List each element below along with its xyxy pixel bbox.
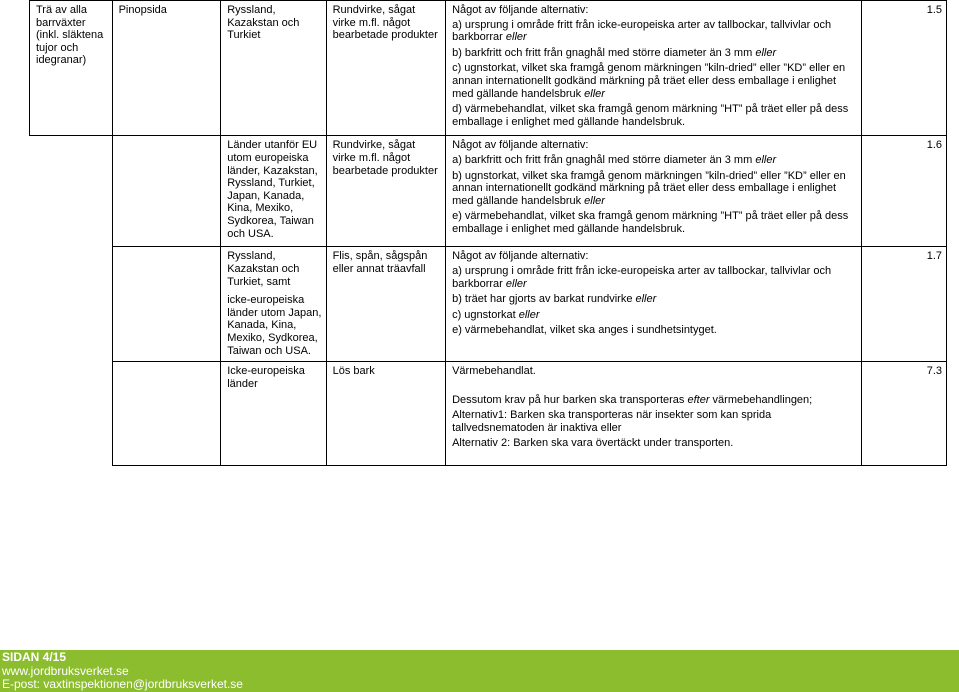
origin-cell: Ryssland, Kazakstan och Turkiet, samt icke-europeiska länder utom Japan, Kanada, Kina, Mexiko, Sydkorea, Taiwan och USA. bbox=[221, 247, 326, 362]
req-item: c) ugnstorkat eller bbox=[452, 308, 540, 321]
reference-cell: 1.7 bbox=[862, 247, 947, 362]
origin-cell: Länder utanför EU utom europeiska länder, Kazakstan, Ryssland, Turkiet, Japan, Kanada, Kina, Mexiko, Sydkorea, Taiwan och USA. bbox=[221, 136, 326, 247]
pest-cell bbox=[112, 247, 221, 362]
req-heading: Något av följande alternativ: bbox=[452, 139, 589, 152]
reference-cell: 1.6 bbox=[862, 136, 947, 247]
transport-note: Dessutom krav på hur barken ska transporteras efter värmebehandlingen; bbox=[452, 393, 813, 406]
req-item: e) värmebehandlat, vilket ska framgå genom märkning ”HT” på träet eller på dess emballage i enlighet med gällande handelsbruk. bbox=[452, 210, 849, 235]
plant-cell: Trä av alla barrväxter (inkl. släktena tujor och idegranar) bbox=[30, 1, 113, 136]
pest-cell bbox=[112, 362, 221, 466]
req-item: b) barkfritt och fritt från gnaghål med större diameter än 3 mm eller bbox=[452, 46, 777, 59]
requirements-cell bbox=[446, 247, 862, 362]
req-heading: Värmebehandlat. bbox=[452, 365, 536, 378]
product-cell: Rundvirke, sågat virke m.fl. något bearbetade produkter bbox=[326, 1, 446, 136]
origin-cell: Icke-europeiska länder bbox=[221, 362, 326, 466]
reference-cell: 1.5 bbox=[862, 1, 947, 136]
req-item: e) värmebehandlat, vilket ska anges i sundhetsintyget. bbox=[452, 324, 717, 337]
req-item: d) värmebehandlat, vilket ska framgå genom märkning ”HT” på träet eller på dess emballage i enlighet med gällande handelsbruk. bbox=[452, 103, 849, 128]
email-link[interactable]: E-post: vaxtinspektionen@jordbruksverket.se bbox=[2, 677, 243, 691]
origin-cell: Ryssland, Kazakstan och Turkiet bbox=[221, 1, 326, 136]
table-row bbox=[30, 136, 947, 247]
product-cell: Rundvirke, sågat virke m.fl. något bearbetade produkter bbox=[326, 136, 446, 247]
requirements-cell bbox=[446, 362, 862, 466]
product-cell: Flis, spån, sågspån eller annat träavfall bbox=[326, 247, 446, 362]
table-row bbox=[30, 247, 947, 362]
req-item: b) träet har gjorts av barkat rundvirke eller bbox=[452, 293, 657, 306]
alternative-2: Alternativ 2: Barken ska vara övertäckt under transporten. bbox=[452, 437, 734, 450]
regulation-table bbox=[29, 0, 947, 466]
pest-cell: Pinopsida bbox=[112, 1, 221, 136]
req-item: a) barkfritt och fritt från gnaghål med större diameter än 3 mm eller bbox=[452, 153, 777, 166]
pest-cell bbox=[112, 136, 221, 247]
website-link[interactable]: www.jordbruksverket.se bbox=[2, 664, 129, 678]
req-item: a) ursprung i område fritt från icke-europeiska arter av tallbockar, tallvivlar och barkborrar eller bbox=[452, 264, 832, 290]
table-row bbox=[30, 1, 947, 136]
req-item: b) ugnstorkat, vilket ska framgå genom märkningen ”kiln-dried” eller ”KD” eller en annan internationellt godkänd märkning på träet eller dess emballage i enlighet med gällande handelsbruk eller bbox=[452, 169, 846, 207]
product-cell: Lös bark bbox=[326, 362, 446, 466]
requirements-cell bbox=[446, 1, 862, 136]
req-item: c) ugnstorkat, vilket ska framgå genom märkningen ”kiln-dried” eller ”KD” eller en annan internationellt godkänd märkning på träet eller dess emballage i enlighet med gällande handelsbruk eller bbox=[452, 62, 846, 100]
requirements-cell bbox=[446, 136, 862, 247]
req-heading: Något av följande alternativ: bbox=[452, 4, 589, 16]
reference-cell: 7.3 bbox=[862, 362, 947, 466]
req-item: a) ursprung i område fritt från icke-europeiska arter av tallbockar, tallvivlar och barkborrar eller bbox=[452, 18, 832, 44]
req-heading: Något av följande alternativ: bbox=[452, 250, 589, 263]
table-row bbox=[30, 362, 947, 466]
page-number: SIDAN 4/15 bbox=[2, 650, 67, 664]
alternative-1: Alternativ1: Barken ska transporteras när insekter som kan sprida tallvedsnematoden är inaktiva eller bbox=[452, 409, 772, 434]
page-footer bbox=[0, 650, 959, 692]
